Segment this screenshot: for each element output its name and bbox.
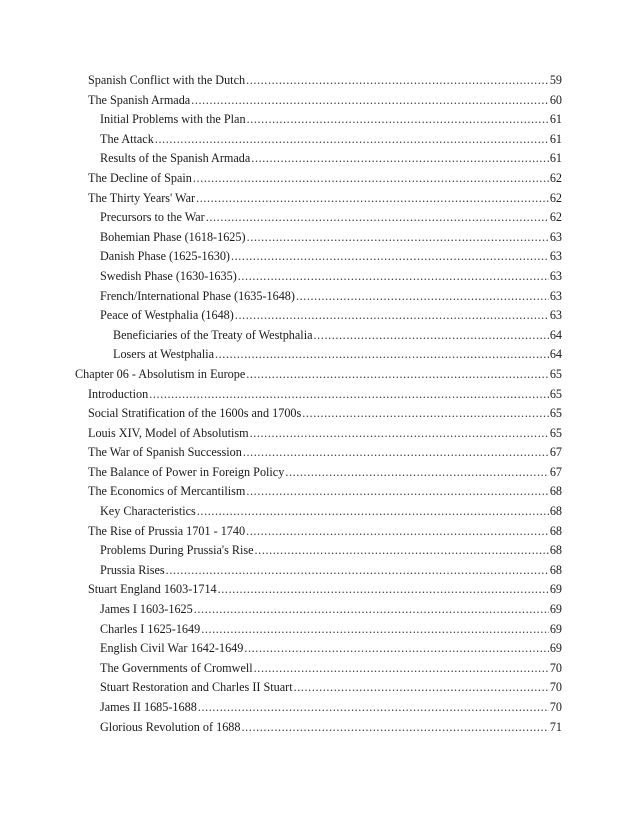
toc-dot-leader (246, 365, 549, 385)
toc-entry[interactable] (75, 345, 562, 365)
toc-entry-title: Problems During Prussia's Rise (100, 543, 254, 558)
toc-entry[interactable] (75, 541, 562, 561)
toc-dot-leader (193, 169, 549, 189)
toc-entry-page-number: 67 (549, 445, 562, 460)
toc-entry-title: Losers at Westphalia (113, 347, 215, 362)
toc-entry-page-number: 67 (549, 464, 562, 479)
toc-entry[interactable] (75, 718, 562, 738)
toc-entry-title: Prussia Rises (100, 562, 165, 577)
toc-entry[interactable] (75, 267, 562, 287)
toc-dot-leader (244, 639, 548, 659)
toc-entry-title: Key Characteristics (100, 504, 196, 519)
toc-entry-page-number: 64 (549, 347, 562, 362)
toc-entry-page-number: 63 (549, 229, 562, 244)
toc-dot-leader (247, 228, 549, 248)
toc-entry-title: Charles I 1625-1649 (100, 621, 201, 636)
toc-entry-page-number: 70 (549, 660, 562, 675)
toc-entry[interactable] (75, 247, 562, 267)
toc-entry-title: Bohemian Phase (1618-1625) (100, 229, 246, 244)
toc-dot-leader (251, 149, 549, 169)
toc-entry[interactable] (75, 306, 562, 326)
toc-entry[interactable] (75, 228, 562, 248)
toc-entry-page-number: 63 (549, 308, 562, 323)
toc-dot-leader (194, 600, 549, 620)
toc-entry[interactable] (75, 600, 562, 620)
toc-dot-leader (218, 580, 549, 600)
toc-dot-leader (149, 385, 549, 405)
toc-entry-title: Swedish Phase (1630-1635) (100, 268, 237, 283)
toc-entry-page-number: 65 (549, 386, 562, 401)
toc-dot-leader (254, 659, 549, 679)
toc-entry-title: The Thirty Years' War (88, 190, 196, 205)
toc-entry-page-number: 70 (549, 680, 562, 695)
toc-entry-page-number: 63 (549, 249, 562, 264)
toc-entry-page-number: 68 (549, 523, 562, 538)
toc-entry-page-number: 69 (549, 582, 562, 597)
toc-dot-leader (166, 561, 549, 581)
toc-entry-page-number: 62 (549, 190, 562, 205)
toc-entry-title: Danish Phase (1625-1630) (100, 249, 230, 264)
toc-entry-title: James II 1685-1688 (100, 700, 197, 714)
toc-entry[interactable] (75, 443, 562, 463)
toc-entry[interactable] (75, 169, 562, 189)
toc-entry-page-number: 68 (549, 562, 562, 577)
toc-entry[interactable] (75, 130, 562, 150)
toc-entry-page-number: 71 (549, 719, 562, 734)
toc-entry[interactable] (75, 482, 562, 502)
toc-entry-page-number: 68 (549, 504, 562, 519)
toc-entry-title: Stuart Restoration and Charles II Stuart (100, 680, 293, 695)
toc-entry[interactable] (75, 110, 562, 130)
toc-entry[interactable] (75, 639, 562, 659)
toc-entry-title: Glorious Revolution of 1688 (100, 719, 241, 734)
toc-dot-leader (198, 698, 549, 718)
toc-entry[interactable] (75, 189, 562, 209)
toc-dot-leader (243, 443, 549, 463)
toc-entry-title: Spanish Conflict with the Dutch (88, 73, 246, 87)
toc-entry[interactable] (75, 580, 562, 600)
toc-entry[interactable] (75, 561, 562, 581)
toc-entry[interactable] (75, 326, 562, 346)
toc-entry-title: Beneficiaries of the Treaty of Westphalia (113, 327, 313, 342)
toc-entry-title: French/International Phase (1635-1648) (100, 288, 295, 303)
toc-entry-page-number: 69 (549, 602, 562, 617)
toc-entry-page-number: 64 (549, 327, 562, 342)
toc-entry-title: English Civil War 1642-1649 (100, 641, 244, 656)
toc-entry-page-number: 65 (549, 425, 562, 440)
toc-entry-page-number: 69 (549, 621, 562, 636)
toc-entry-title: Social Stratification of the 1600s and 1700s (88, 406, 302, 421)
toc-entry-page-number: 63 (549, 288, 562, 303)
toc-entry[interactable] (75, 424, 562, 444)
toc-dot-leader (155, 130, 549, 150)
toc-entry-page-number: 63 (549, 268, 562, 283)
toc-entry-title: The Rise of Prussia 1701 - 1740 (88, 523, 246, 538)
toc-dot-leader (246, 522, 549, 542)
toc-dot-leader (255, 541, 549, 561)
toc-entry-title: The Decline of Spain (88, 170, 192, 185)
toc-entry-title: The Balance of Power in Foreign Policy (88, 464, 285, 479)
toc-dot-leader (197, 502, 549, 522)
toc-entry[interactable] (75, 659, 562, 679)
toc-dot-leader (246, 482, 548, 502)
toc-entry[interactable] (75, 91, 562, 111)
toc-entry-page-number: 65 (549, 406, 562, 421)
toc-entry-title: The Governments of Cromwell (100, 660, 253, 675)
toc-entry-title: Results of the Spanish Armada (100, 151, 251, 166)
toc-entry-page-number: 61 (549, 131, 562, 146)
toc-entry-page-number: 65 (549, 366, 562, 381)
toc-entry-title: The Attack (100, 131, 154, 146)
toc-entry-page-number: 60 (549, 92, 562, 107)
toc-dot-leader (296, 287, 549, 307)
toc-dot-leader (231, 247, 549, 267)
toc-dot-leader (238, 267, 549, 287)
toc-dot-leader (191, 91, 549, 111)
toc-entry-page-number: 68 (549, 484, 562, 499)
toc-dot-leader (215, 345, 549, 365)
table-of-contents (75, 71, 562, 737)
toc-entry-page-number: 68 (549, 543, 562, 558)
toc-entry-page-number: 61 (549, 112, 562, 127)
toc-entry[interactable] (75, 502, 562, 522)
toc-dot-leader (247, 110, 549, 130)
toc-entry[interactable] (75, 404, 562, 424)
toc-entry[interactable] (75, 698, 562, 718)
toc-dot-leader (201, 620, 549, 640)
toc-entry-title: Precursors to the War (100, 210, 205, 225)
toc-dot-leader (314, 326, 549, 346)
toc-entry-title: Introduction (88, 386, 149, 401)
toc-entry-title: Peace of Westphalia (1648) (100, 308, 234, 323)
toc-entry-title: The Economics of Mercantilism (88, 484, 246, 499)
toc-entry-title: Stuart England 1603-1714 (88, 582, 217, 597)
toc-entry-title: James I 1603-1625 (100, 602, 193, 617)
toc-entry[interactable] (75, 678, 562, 698)
toc-entry[interactable] (75, 208, 562, 228)
toc-entry[interactable] (75, 287, 562, 307)
toc-entry-page-number: 61 (549, 151, 562, 166)
toc-entry-page-number: 70 (549, 700, 562, 714)
toc-entry-page-number: 62 (549, 210, 562, 225)
toc-entry[interactable] (75, 522, 562, 542)
toc-dot-leader (235, 306, 549, 326)
toc-entry-title: Chapter 06 - Absolutism in Europe (75, 366, 246, 381)
toc-dot-leader (285, 463, 549, 483)
toc-dot-leader (206, 208, 549, 228)
toc-dot-leader (302, 404, 549, 424)
toc-dot-leader (196, 189, 549, 209)
toc-entry[interactable] (75, 149, 562, 169)
toc-entry-title: The Spanish Armada (88, 92, 191, 107)
toc-entry-title: Louis XIV, Model of Absolutism (88, 425, 249, 440)
toc-entry-title: Initial Problems with the Plan (100, 112, 246, 127)
toc-entry-title: The War of Spanish Succession (88, 445, 242, 460)
toc-dot-leader (294, 678, 549, 698)
toc-dot-leader (250, 424, 549, 444)
toc-entry-page-number: 59 (549, 73, 562, 87)
toc-entry[interactable] (75, 385, 562, 405)
toc-entry[interactable] (75, 463, 562, 483)
toc-entry[interactable] (75, 71, 562, 91)
toc-entry-page-number: 69 (549, 641, 562, 656)
toc-entry-page-number: 62 (549, 170, 562, 185)
toc-dot-leader (246, 71, 549, 91)
toc-entry[interactable] (75, 620, 562, 640)
toc-dot-leader (242, 718, 549, 738)
toc-entry[interactable] (75, 365, 562, 385)
